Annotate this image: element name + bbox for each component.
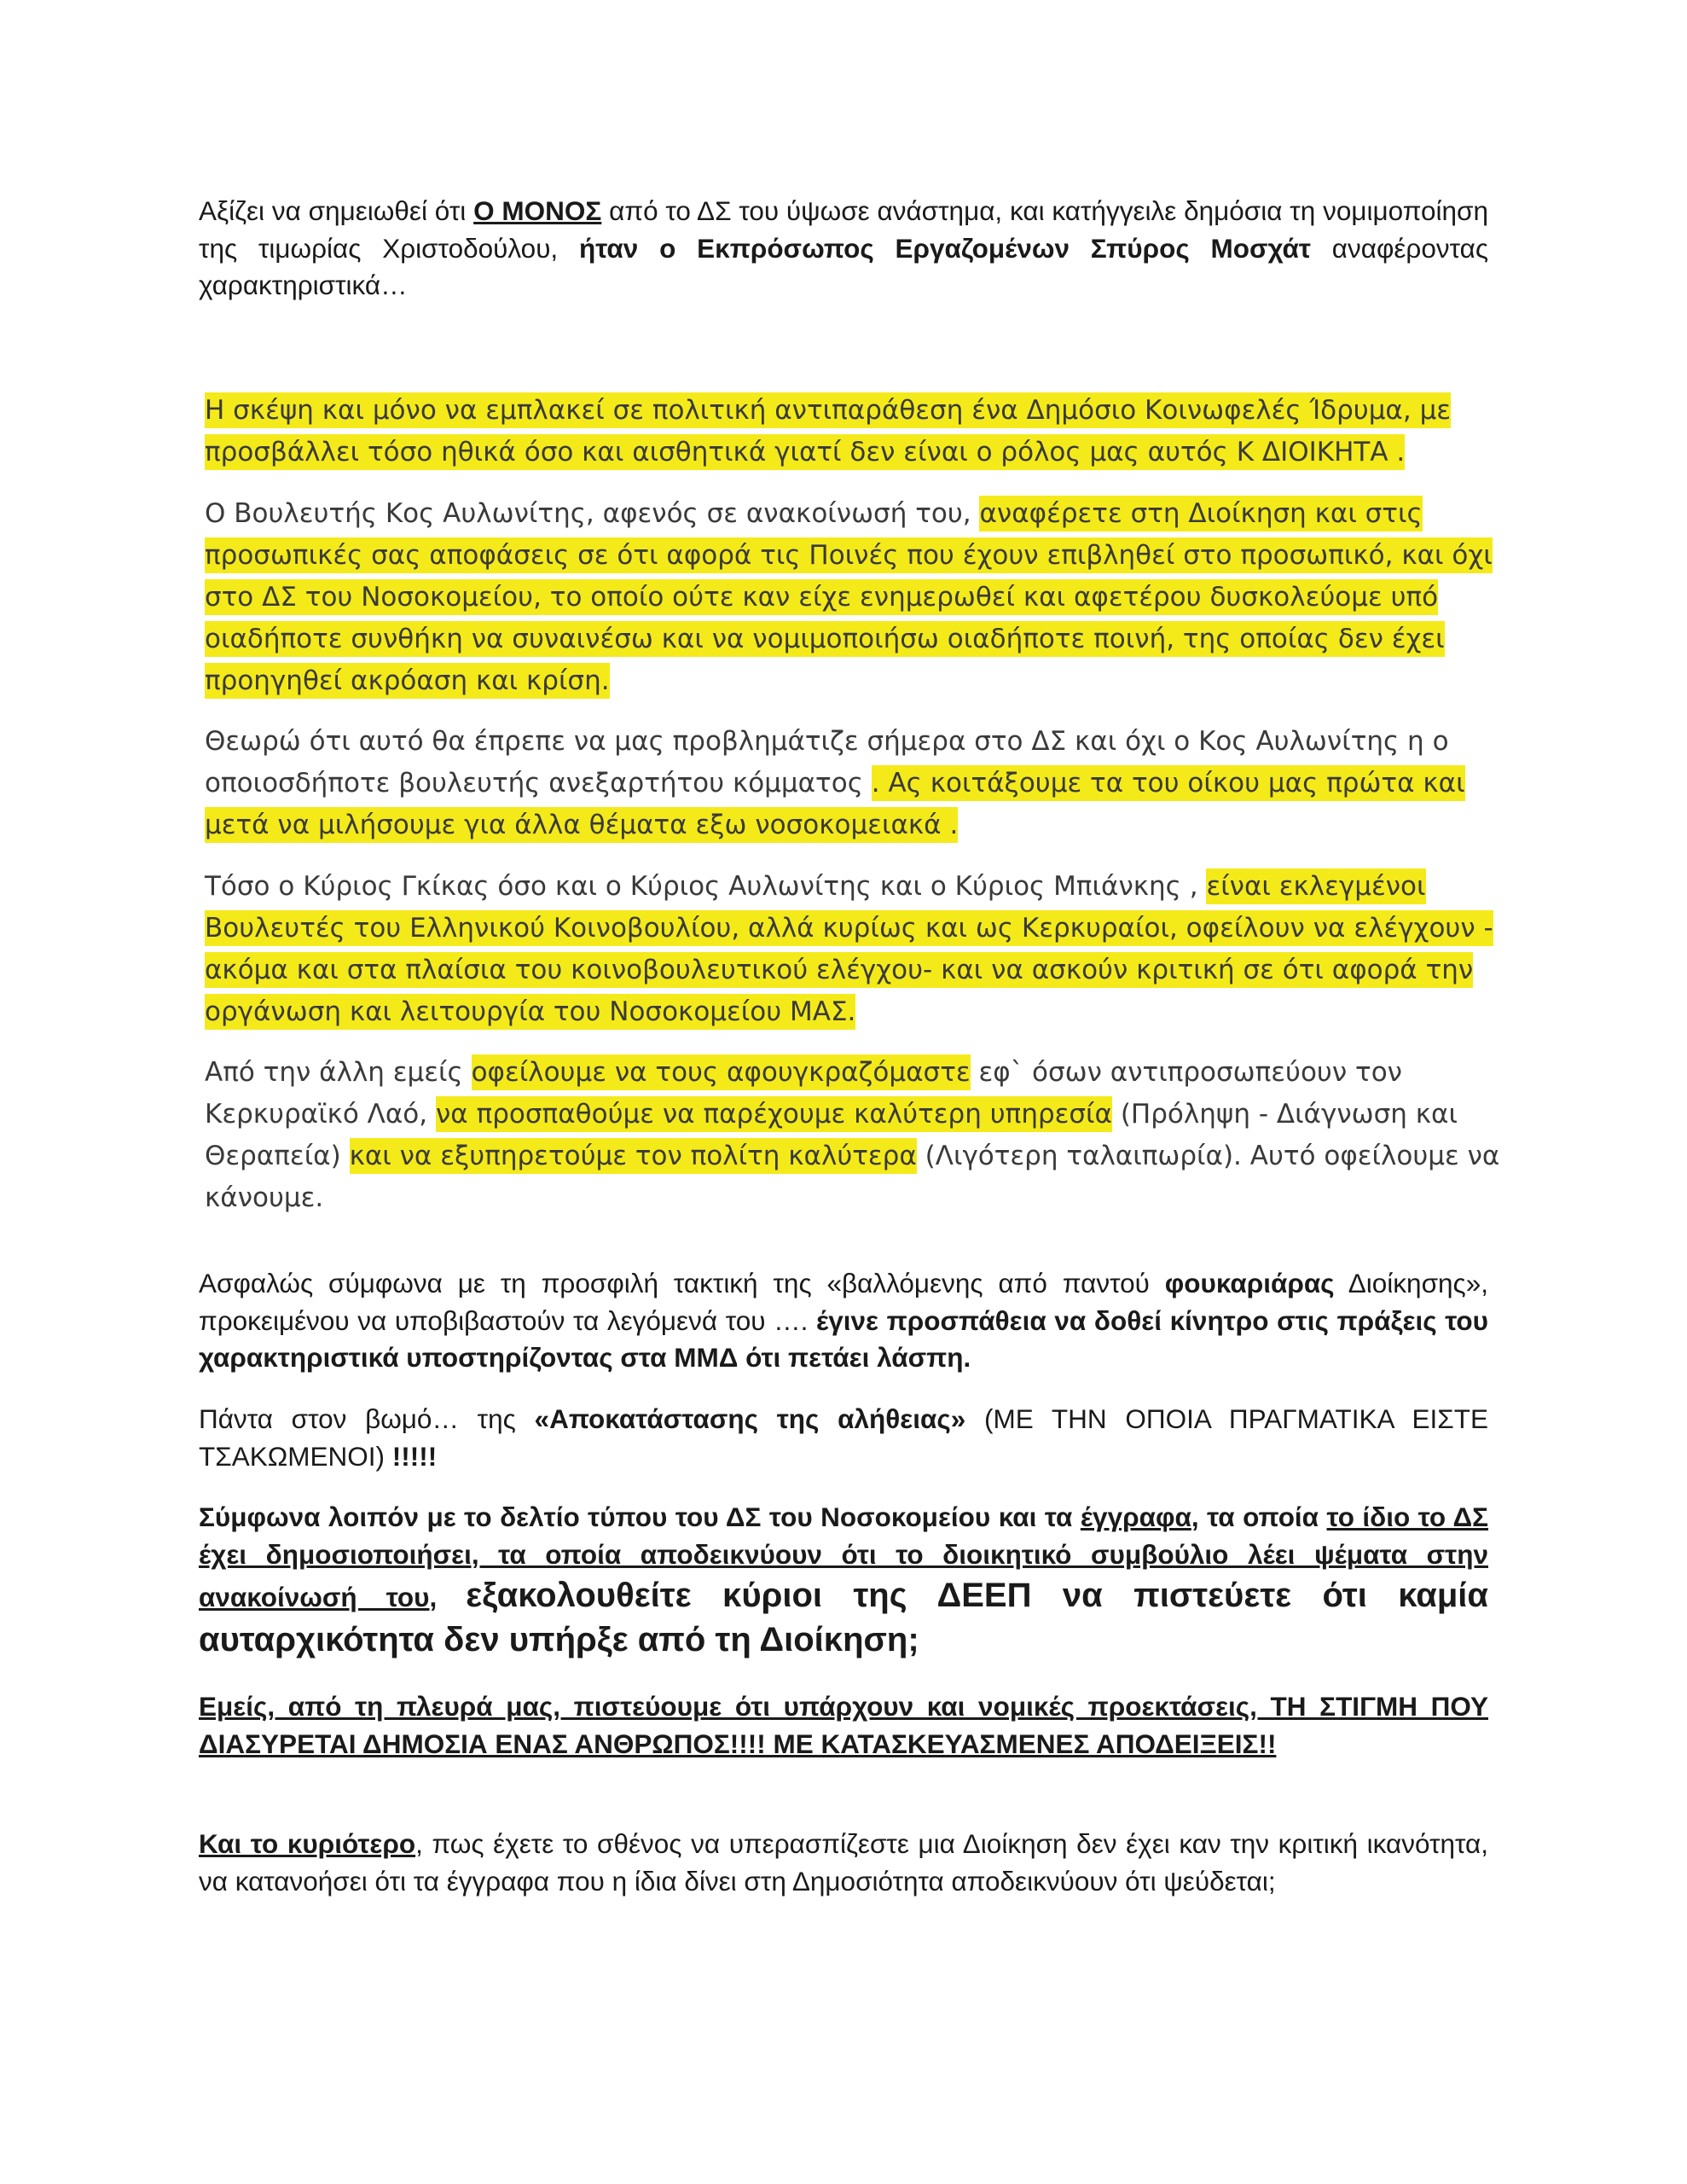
emphasis-bold: «Αποκατάστασης της αλήθειας» (534, 1403, 966, 1434)
highlighted-text: στο ΔΣ του Νοσοκομείου, το οποίο ούτε καν είχε ενημερωθεί και αφετέρου δυσκολεύομε υπό (205, 579, 1438, 615)
plain-text: Από την άλλη εμείς (205, 1057, 472, 1088)
plain-text: Θεωρώ ότι αυτό θα έπρεπε να μας προβλημάτιζε σήμερα στο ΔΣ και όχι ο Κος Αυλωνίτης η ο (205, 726, 1449, 757)
text-span: Διοίκησης», προκειμένου να υποβιβαστούν τα λεγόμενά του …. (199, 1268, 1488, 1336)
scan-line-17 (205, 1136, 1499, 1176)
scan-line-8 (205, 721, 1449, 762)
emphasis-bold: φουκαριάρας (1164, 1268, 1335, 1298)
emphasis-bold: έγινε προσπάθεια να δοθεί κίνητρο στις πράξεις του χαρακτηριστικά υποστηρίζοντας στα ΜΜΔ ότι πετάει λάσπη. (199, 1304, 1488, 1373)
scan-line-2 (205, 432, 1405, 473)
paragraph-5 (199, 1688, 1488, 1763)
plain-text: Θεραπεία) (205, 1141, 350, 1171)
scan-line-5 (205, 577, 1438, 618)
scan-line-4 (205, 535, 1493, 576)
plain-text: οποιοσδήποτε βουλευτής ανεξαρτήτου κόμματος (205, 768, 872, 799)
paragraph-3 (199, 1401, 1488, 1475)
text-span: (ΜΕ ΤΗΝ ΟΠΟΙΑ ΠΡΑΓΜΑΤΙΚΑ ΕΙΣΤΕ ΤΣΑΚΩΜΕΝΟΙ) (199, 1403, 1489, 1472)
text-span: αναφέροντας χαρακτηριστικά… (199, 232, 1489, 300)
text-span: , πως έχετε το σθένος να υπερασπίζεστε μια Διοίκηση δεν έχει καν την κριτική ικανότητα, να κατανοήσει ότι τα έγγραφα που η ίδια δίνει στη Δημοσιότητα αποδεικνύουν ότι ψεύδεται; (199, 1828, 1489, 1896)
text-span: , (429, 1582, 467, 1612)
emphasis-large: εξακολουθείτε κύριοι της ΔΕΕΠ να πιστεύετε ότι καμία αυταρχικότητα δεν υπήρξε από τη Διοίκηση; (199, 1577, 1488, 1658)
highlighted-text: προσβάλλει τόσο ηθικά όσο και αισθητικά γιατί δεν είναι ο ρόλος μας αυτός Κ ΔΙΟΙΚΗΤΑ . (205, 434, 1405, 470)
text-span: Σύμφωνα λοιπόν με το δελτίο τύπου του ΔΣ του Νοσοκομείου και τα (199, 1502, 1081, 1532)
highlighted-text: Βουλευτές του Ελληνικού Κοινοβουλίου, αλλά κυρίως και ως Κερκυραίοι, οφείλουν να ελέγχουν - (205, 910, 1493, 946)
plain-text: Τόσο ο Κύριος Γκίκας όσο και ο Κύριος Αυλωνίτης και ο Κύριος Μπιάνκης , (205, 871, 1207, 902)
plain-text: εφ` όσων αντιπροσωπεύουν τον (970, 1057, 1402, 1088)
highlighted-text: αναφέρετε στη Διοίκηση και στις (979, 496, 1422, 531)
text-span: από το ΔΣ του ύψωσε ανάστημα, και κατήγγειλε δημόσια τη νομιμοποίηση της τιμωρίας Χριστοδούλου, (199, 195, 1488, 264)
highlighted-text: προσωπικές σας αποφάσεις σε ότι αφορά τις Ποινές που έχουν επιβληθεί στο προσωπικό, και όχι (205, 537, 1493, 573)
scan-line-14 (205, 991, 855, 1032)
paragraph-6 (199, 1826, 1488, 1900)
scan-line-9 (205, 763, 1465, 804)
text-span: Ασφαλώς σύμφωνα με τη προσφιλή τακτική της «βαλλόμενης από παντού (199, 1268, 1165, 1298)
scan-line-13 (205, 950, 1473, 990)
highlighted-text: Η σκέψη και μόνο να εμπλακεί σε πολιτική αντιπαράθεση ένα Δημόσιο Κοινωφελές Ίδρυμα, με (205, 392, 1451, 428)
highlighted-text: μετά να μιλήσουμε για άλλα θέματα εξω νοσοκομειακά . (205, 807, 958, 843)
text-span: Αξίζει να σημειωθεί ότι (199, 195, 474, 226)
scan-line-3 (205, 493, 1423, 534)
emphasis-underlined: Και το κυριότερο (199, 1828, 416, 1859)
highlighted-text: και να εξυπηρετούμε τον πολίτη καλύτερα (350, 1138, 917, 1174)
paragraph-2 (199, 1265, 1488, 1377)
highlighted-text: να προσπαθούμε να παρέχουμε καλύτερη υπηρεσία (436, 1096, 1112, 1132)
emphasis-bold: ήταν ο Εκπρόσωπος Εργαζομένων Σπύρος Μοσχάτ (578, 232, 1311, 264)
scan-line-18 (205, 1177, 323, 1218)
scan-line-6 (205, 619, 1445, 659)
highlighted-text: προηγηθεί ακρόαση και κρίση. (205, 663, 610, 699)
plain-text: Ο Βουλευτής Κος Αυλωνίτης, αφενός σε ανακοίνωσή του, (205, 498, 980, 529)
highlighted-text: οργάνωση και λειτουργία του Νοσοκομείου ΜΑΣ. (205, 994, 855, 1030)
scan-line-11 (205, 866, 1426, 907)
text-span: Πάντα στον βωμό… της (199, 1403, 535, 1434)
plain-text: Κερκυραϊκό Λαό, (205, 1099, 436, 1130)
emphasis-underlined: έγγραφα (1080, 1502, 1191, 1532)
scan-line-7 (205, 660, 610, 701)
text-span: , τα οποία (1191, 1502, 1327, 1532)
intro-paragraph (199, 193, 1488, 305)
scanned-excerpt (192, 363, 1505, 1237)
scan-line-12 (205, 908, 1493, 949)
emphasis-underlined: το ίδιο το ΔΣ έχει δημοσιοποιήσει, τα οποία αποδεικνύουν ότι το διοικητικό συμβούλιο λέει ψέματα στην ανακοίνωσή του (199, 1502, 1489, 1612)
highlighted-text: οιαδήποτε συνθήκη να συναινέσω και να νομιμοποιήσω οιαδήποτε ποινή, της οποίας δεν έχει (205, 621, 1445, 657)
scan-line-15 (205, 1052, 1402, 1093)
paragraph-4 (199, 1499, 1488, 1662)
scan-line-1 (205, 390, 1451, 431)
emphasis-bold: !!!!! (391, 1440, 438, 1472)
scan-line-10 (205, 804, 958, 845)
plain-text: (Πρόληψη - Διάγνωση και (1111, 1099, 1458, 1130)
highlighted-text: είναι εκλεγμένοι (1206, 868, 1425, 904)
highlighted-text: ακόμα και στα πλαίσια του κοινοβουλευτικού ελέγχου- και να ασκούν κριτική σε ότι αφορά την (205, 952, 1473, 988)
emphasis-underlined: Εμείς, από τη πλευρά μας, πιστεύουμε ότι υπάρχουν και νομικές προεκτάσεις, ΤΗ ΣΤΙΓΜΗ ΠΟΥ ΔΙΑΣΥΡΕΤΑΙ ΔΗΜΟΣΙΑ ΕΝΑΣ ΑΝΘΡΩΠΟΣ!!!! ΜΕ ΚΑΤΑΣΚΕΥΑΣΜΕΝΕΣ ΑΠΟΔΕΙΞΕΙΣ!! (199, 1691, 1488, 1759)
plain-text: (Λιγότερη ταλαιπωρία). Αυτό οφείλουμε να (916, 1141, 1500, 1171)
emphasis-underlined: Ο ΜΟΝΟΣ (473, 195, 602, 226)
scan-line-16 (205, 1094, 1458, 1135)
highlighted-text: οφείλουμε να τους αφουγκραζόμαστε (472, 1054, 971, 1090)
highlighted-text: . Ας κοιτάξουμε τα του οίκου μας πρώτα και (872, 765, 1465, 801)
plain-text: κάνουμε. (205, 1182, 324, 1213)
